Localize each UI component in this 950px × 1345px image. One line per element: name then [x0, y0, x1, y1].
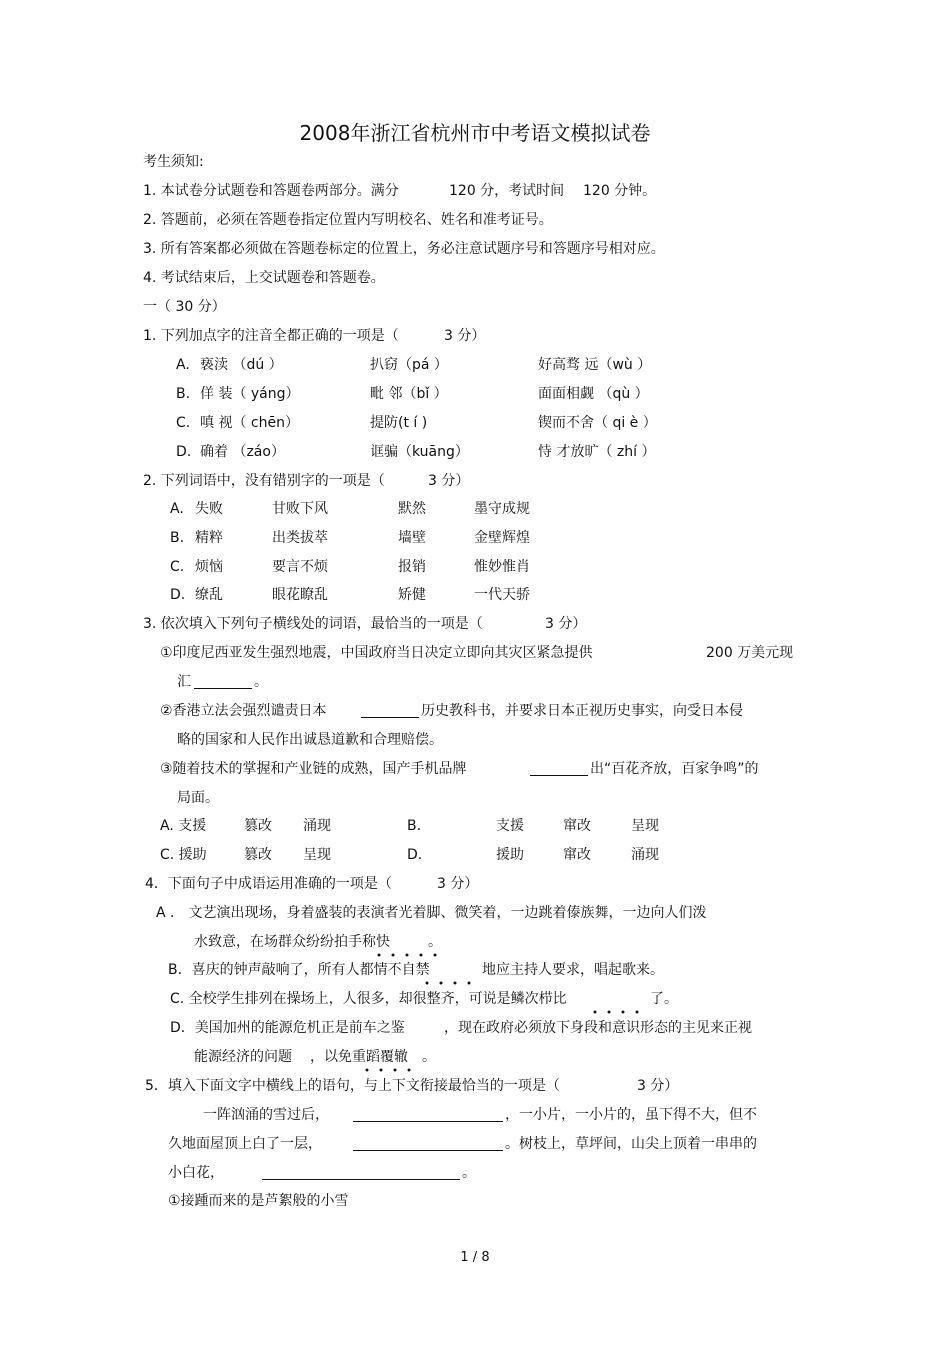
q5-passage-3: 小白花， — [168, 1165, 224, 1181]
q4-option-d-line2-idiom: ，以免重蹈覆辙 — [310, 1049, 408, 1065]
q2-option-word: 要言不烦 — [272, 559, 328, 575]
q1-option-word: 面面相觑 （qù ） — [538, 386, 649, 402]
q4-option-a: A ． 文艺演出现场，身着盛装的表演者光着脚、微笑着，一边跳着傣族舞，一边向人们泼 — [156, 905, 707, 921]
q2-option-label: A. — [170, 501, 184, 517]
q3-sentence-1: ①印度尼西亚发生强烈地震，中国政府当日决定立即向其灾区紧急提供 — [160, 645, 593, 661]
q3-option: D. — [407, 847, 423, 863]
q3-stem: 3. 依次填入下列句子横线处的词语，最恰当的一项是（ — [143, 616, 483, 632]
q1-option-word: 毗 邻（bǐ ） — [370, 386, 448, 402]
q3-sentence-3-line2: 局面。 — [177, 790, 219, 806]
q4-option-c-end: 了。 — [650, 991, 678, 1007]
q3-blank-2 — [361, 717, 419, 718]
q4-option-c: C. 全校学生排列在操场上，人很多，却很整齐，可说是鳞次栉比 — [170, 991, 567, 1007]
q2-option-word: 墙壁 — [398, 530, 426, 546]
q3-option: A. 支援 — [160, 818, 207, 834]
q2-option-label: C. — [170, 559, 185, 575]
q5-passage-1-cont: ，一小片，一小片的，虽下得不大，但不 — [505, 1107, 757, 1123]
q3-option-word: 篡改 — [244, 818, 272, 834]
q2-option-word: 失败 — [195, 501, 223, 517]
q2-option-word: 烦恼 — [195, 559, 223, 575]
q2-option-word: 出类拔萃 — [272, 530, 328, 546]
q4-option-b-cont: 地应主持人要求，唱起歌来。 — [482, 962, 664, 978]
q1-option-word: 好高骛 远（wù ） — [538, 357, 652, 373]
q3-sentence-3: ③随着技术的掌握和产业链的成熟，国产手机品牌 — [160, 761, 467, 777]
q5-passage-1: 一阵汹涌的雪过后， — [203, 1107, 329, 1123]
q2-option-word: 报销 — [398, 559, 426, 575]
q2-score: 3 分） — [428, 473, 470, 489]
q3-option-word: 支援 — [496, 818, 524, 834]
q4-score: 3 分） — [437, 876, 479, 892]
q1-option-label: D. — [176, 444, 192, 460]
q3-option: B. — [407, 818, 422, 834]
q3-option-word: 呈现 — [631, 818, 659, 834]
q2-option-word: 眼花瞭乱 — [272, 587, 328, 603]
q1-option-word: 亵渎 （dú ） — [200, 357, 283, 373]
notice-item-2: 2. 答题前，必须在答题卷指定位置内写明校名、姓名和准考证号。 — [143, 212, 553, 228]
q3-sentence-2: ②香港立法会强烈谴责日本 — [160, 703, 327, 719]
q3-sentence-1-end: 。 — [254, 674, 268, 690]
q5-score: 3 分） — [637, 1078, 679, 1094]
q2-stem: 2. 下列词语中，没有错别字的一项是（ — [143, 473, 385, 489]
q2-option-word: 默然 — [398, 501, 426, 517]
q4-option-d-line2-end: 。 — [422, 1049, 436, 1065]
q3-option-word: 涌现 — [631, 847, 659, 863]
q2-option-word: 矫健 — [398, 587, 426, 603]
q5-blank-3 — [262, 1179, 460, 1180]
q3-option-word: 窜改 — [563, 847, 591, 863]
notice-item-1-score: 120 分，考试时间 — [449, 183, 565, 199]
q1-option-word: 确着 （záo） — [200, 444, 285, 460]
q3-option-word: 呈现 — [303, 847, 331, 863]
q2-option-word: 甘败下风 — [272, 501, 328, 517]
section-heading: 一（ 30 分） — [143, 299, 226, 315]
q3-sentence-2-cont: 历史教科书，并要求日本正视历史事实，向受日本侵 — [421, 703, 743, 719]
q1-option-word: 提防(t í ) — [370, 415, 428, 431]
q2-option-label: D. — [170, 587, 186, 603]
notice-heading: 考生须知: — [143, 154, 204, 170]
q3-sentence-1-cont: 汇 — [177, 674, 191, 690]
q5-blank-1 — [353, 1121, 503, 1122]
q3-option: C. 援助 — [160, 847, 207, 863]
notice-item-1-time: 120 分钟。 — [583, 183, 657, 199]
emphasis-dots — [588, 1010, 644, 1014]
q2-option-word: 金壁辉煌 — [474, 530, 530, 546]
q3-option-word: 篡改 — [244, 847, 272, 863]
q1-option-label: C. — [176, 415, 191, 431]
q1-option-word: 扒窃（pá ） — [370, 357, 448, 373]
q4-option-d-line2: 能源经济的问题 — [194, 1049, 292, 1065]
page-number: 1 / 8 — [460, 1250, 490, 1265]
q4-option-d-cont: ，现在政府必须放下身段和意识形态的主见来正视 — [444, 1020, 752, 1036]
emphasis-dots — [360, 1068, 416, 1072]
emphasis-dots — [420, 981, 476, 985]
q2-option-word: 一代天骄 — [474, 587, 530, 603]
q1-option-word: 佯 装（ yáng） — [200, 386, 300, 402]
q2-option-label: B. — [170, 530, 185, 546]
q5-passage-2: 久地面屋顶上白了一层， — [168, 1136, 322, 1152]
q3-sentence-3-cont: 出“百花齐放，百家争鸣”的 — [590, 761, 759, 777]
q1-option-word: 恃 才放旷（ zhí ） — [538, 444, 656, 460]
q3-sentence-2-line2: 略的国家和人民作出诚恳道歉和合理赔偿。 — [177, 732, 443, 748]
notice-item-1: 1. 本试卷分试题卷和答题卷两部分。满分 — [143, 183, 399, 199]
q1-option-word: 锲而不舍（ qi è ） — [538, 415, 657, 431]
q4-option-d: D．美国加州的能源危机正是前车之鉴 — [170, 1020, 405, 1036]
notice-item-3: 3. 所有答案都必须做在答题卷标定的位置上，务必注意试题序号和答题序号相对应。 — [143, 241, 665, 257]
q3-score: 3 分） — [545, 616, 587, 632]
q1-option-word: 诓骗（kuāng） — [370, 444, 469, 460]
q3-option-word: 涌现 — [303, 818, 331, 834]
q3-sentence-1-amount: 200 万美元现 — [706, 645, 794, 661]
q1-option-word: 嗔 视（ chēn） — [200, 415, 299, 431]
q5-stem: 5．填入下面文字中横线上的语句，与上下文衔接最恰当的一项是（ — [145, 1078, 560, 1094]
q3-option-word: 窜改 — [563, 818, 591, 834]
q5-passage-2-cont: 。树枝上，草坪间，山尖上顶着一串串的 — [505, 1136, 757, 1152]
q3-option-word: 援助 — [496, 847, 524, 863]
notice-item-4: 4. 考试结束后，上交试题卷和答题卷。 — [143, 270, 385, 286]
q2-option-word: 惟妙惟肖 — [474, 559, 530, 575]
q5-passage-3-end: 。 — [462, 1165, 476, 1181]
q3-blank-1 — [194, 688, 252, 689]
q1-option-label: B. — [176, 386, 191, 402]
q4-option-a-line2: 水致意，在场群众纷纷拍手称快 — [194, 934, 390, 950]
q2-option-word: 缭乱 — [195, 587, 223, 603]
q4-option-a-end: 。 — [428, 934, 442, 950]
q5-choice-1: ①接踵而来的是芦絮般的小雪 — [168, 1193, 349, 1209]
q4-option-b: B．喜庆的钟声敲响了，所有人都情不自禁 — [168, 962, 430, 978]
q1-score: 3 分） — [444, 328, 486, 344]
q3-blank-3 — [530, 775, 588, 776]
page-title: 2008年浙江省杭州市中考语文模拟试卷 — [299, 121, 651, 145]
q4-stem: 4．下面句子中成语运用准确的一项是（ — [145, 876, 392, 892]
q1-option-label: A. — [176, 357, 190, 373]
q1-stem: 1. 下列加点字的注音全都正确的一项是（ — [143, 328, 399, 344]
emphasis-dots — [372, 953, 442, 957]
q5-blank-2 — [353, 1150, 503, 1151]
q2-option-word: 精粹 — [195, 530, 223, 546]
q2-option-word: 墨守成规 — [474, 501, 530, 517]
